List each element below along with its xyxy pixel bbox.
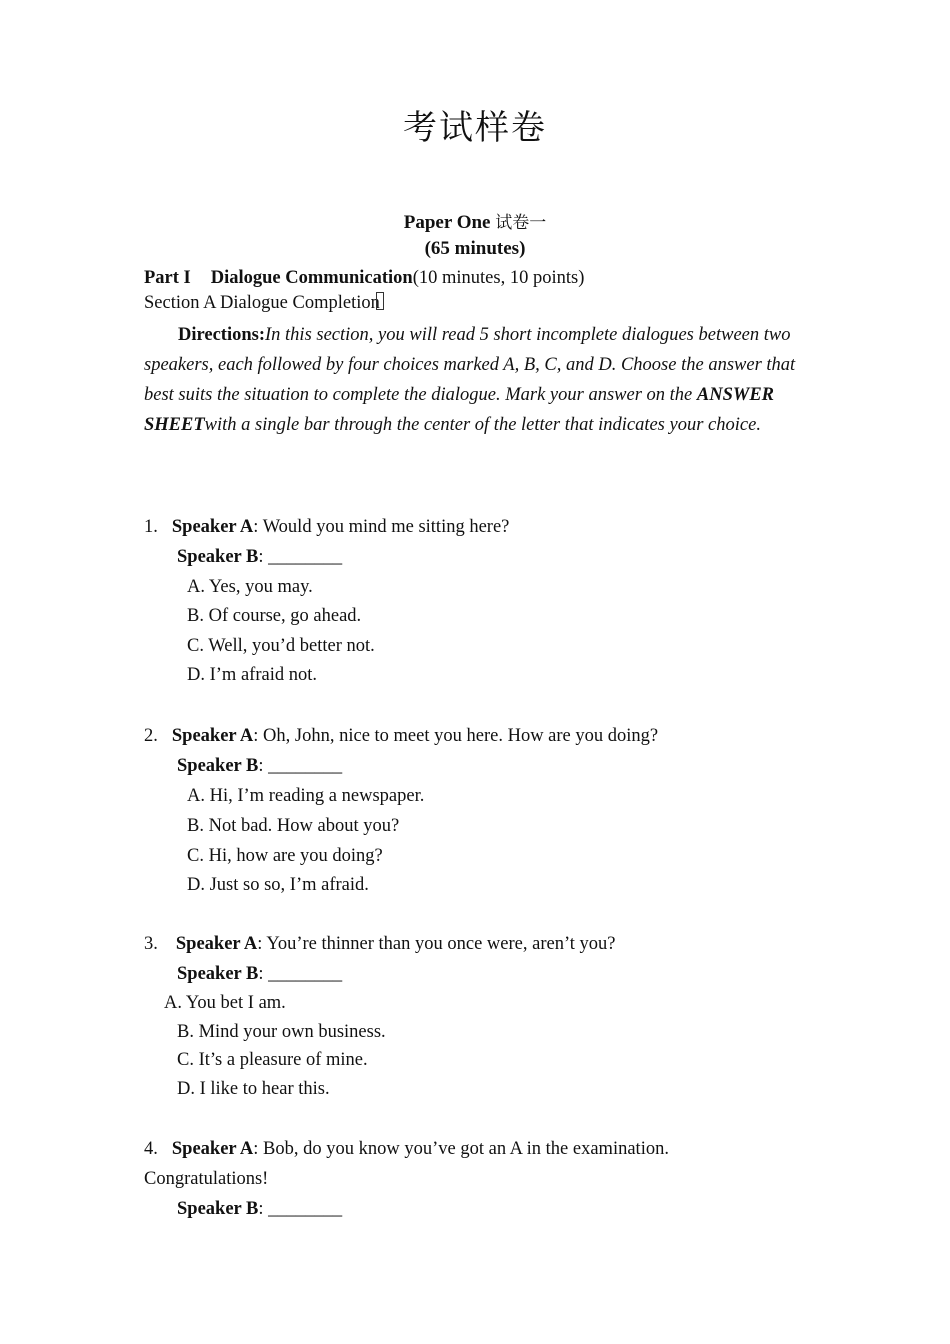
speaker-b-label: Speaker B [177, 756, 259, 776]
option-c[interactable]: C. It’s a pleasure of mine. [177, 1050, 368, 1070]
directions-text-1: In this section, you will read 5 short incomplete dialogues between two speakers, each followed by four choices marked A, B, C, and D. Choose the answer that best suits the situation to complete the dialogue. Mark your answer on the [144, 325, 796, 405]
option-a[interactable]: A. Yes, you may. [187, 577, 313, 597]
speaker-b-label: Speaker B [177, 1199, 259, 1219]
speaker-a-label: Speaker A [171, 726, 254, 746]
speaker-a-label: Speaker A [171, 1139, 254, 1159]
option-b[interactable]: B. Mind your own business. [177, 1022, 386, 1042]
speaker-a-label: Speaker A [175, 934, 258, 954]
question-1 [144, 517, 509, 538]
option-a[interactable]: A. You bet I am. [164, 993, 286, 1013]
paper-duration: (65 minutes) [424, 238, 526, 259]
part-meta: (10 minutes, 10 points) [412, 268, 585, 288]
answer-blank: : ________ [258, 756, 343, 776]
option-a[interactable]: A. Hi, I’m reading a newspaper. [187, 786, 425, 806]
speaker-b-label: Speaker B [177, 964, 259, 984]
directions-label: Directions: [178, 325, 265, 345]
speaker-b-line [177, 756, 342, 777]
question-number: 4. [144, 1139, 158, 1159]
text-cursor-icon [376, 292, 384, 310]
speaker-b-label: Speaker B [177, 547, 259, 567]
part-heading [144, 268, 584, 289]
section-label: Section A Dialogue Completion [144, 293, 380, 313]
answer-blank: : ________ [258, 1199, 343, 1219]
option-c[interactable]: C. Well, you’d better not. [187, 636, 375, 656]
option-b[interactable]: B. Of course, go ahead. [187, 606, 362, 626]
speaker-a-label: Speaker A [171, 517, 254, 537]
directions-text-2: with a single bar through the center of the letter that indicates your choice. [204, 415, 761, 435]
question-prompt: : Bob, do you know you’ve got an A in the examination. [253, 1139, 669, 1159]
answer-blank: : ________ [258, 547, 343, 567]
option-b[interactable]: B. Not bad. How about you? [187, 816, 400, 836]
question-prompt: : Oh, John, nice to meet you here. How are you doing? [253, 726, 659, 746]
option-d[interactable]: D. I like to hear this. [177, 1079, 330, 1099]
question-number: 2. [144, 726, 158, 746]
question-3 [144, 934, 616, 955]
paper-heading [0, 208, 950, 234]
speaker-b-line [177, 1199, 342, 1220]
question-4 [144, 1139, 669, 1160]
exam-title: 考试样卷 [403, 108, 547, 148]
part-name: Dialogue Communication [210, 268, 413, 288]
question-prompt: : You’re thinner than you once were, aren’t you? [257, 934, 616, 954]
question-2 [144, 726, 658, 747]
speaker-b-line [177, 547, 342, 568]
option-c[interactable]: C. Hi, how are you doing? [187, 846, 383, 866]
directions-paragraph [144, 320, 804, 440]
paper-name: Paper One [403, 212, 491, 233]
section-heading [144, 292, 384, 314]
answer-sheet-label: ANSWER SHEET [144, 385, 775, 435]
question-prompt: : Would you mind me sitting here? [253, 517, 510, 537]
option-d[interactable]: D. I’m afraid not. [187, 665, 317, 685]
question-number: 3. [144, 934, 158, 954]
option-d[interactable]: D. Just so so, I’m afraid. [187, 875, 369, 895]
question-number: 1. [144, 517, 158, 537]
part-label: Part I [144, 268, 191, 288]
speaker-b-line [177, 964, 342, 985]
paper-name-cn: 试卷一 [495, 213, 547, 233]
answer-blank: : ________ [258, 964, 343, 984]
question-prompt-continued: Congratulations! [144, 1169, 269, 1189]
